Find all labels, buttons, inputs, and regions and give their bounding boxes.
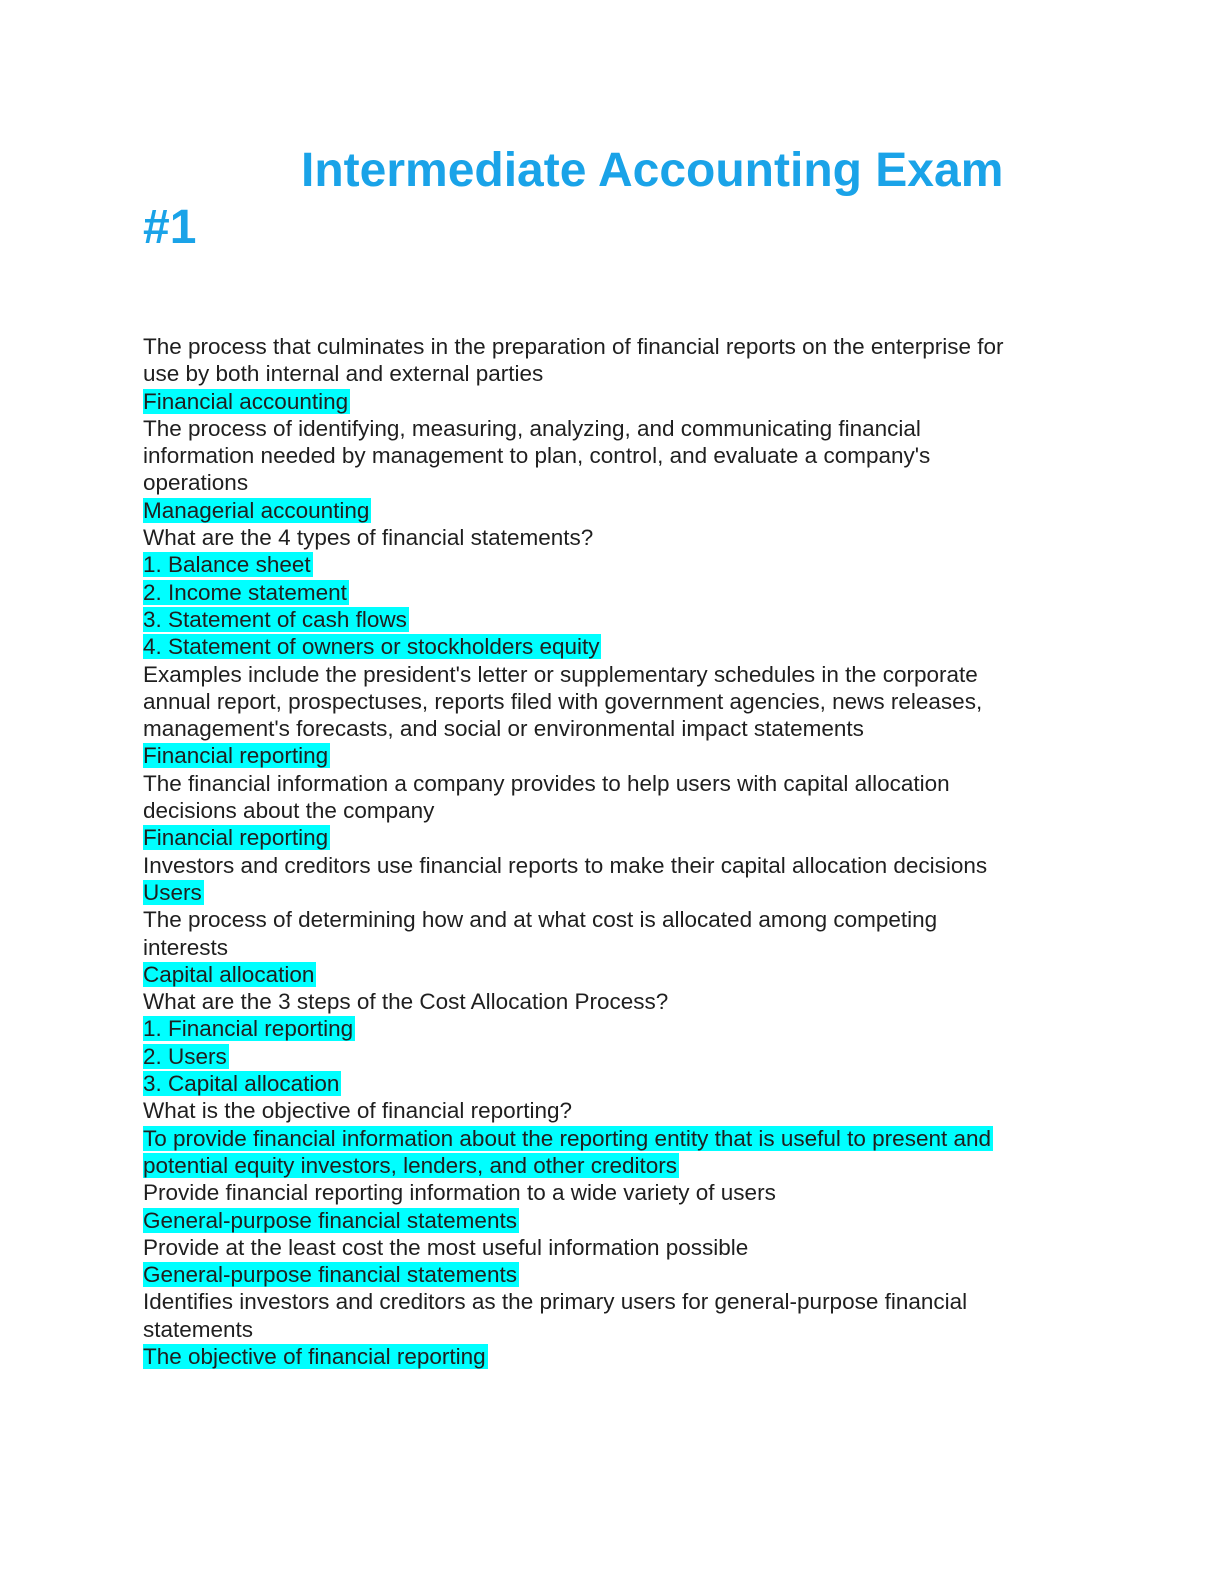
answer-line: [143, 606, 1073, 633]
highlighted-text: General-purpose financial statements: [143, 1207, 517, 1233]
highlighted-text: 2. Users: [143, 1043, 227, 1069]
highlighted-text: Financial reporting: [143, 825, 329, 851]
answer-line: [143, 579, 1073, 606]
line-text: Provide at the least cost the most useful information possible: [143, 1234, 749, 1260]
question-line: [143, 770, 1073, 797]
answer-line: [143, 1070, 1073, 1097]
answer-line: [143, 1152, 1073, 1179]
line-text: statements: [143, 1316, 254, 1342]
question-line: [143, 1097, 1073, 1124]
question-line: [143, 333, 1073, 360]
highlighted-text: 1. Balance sheet: [143, 552, 311, 578]
line-text: Investors and creditors use financial reports to make their capital allocation decisions: [143, 852, 988, 878]
highlighted-text: Financial reporting: [143, 743, 329, 769]
page-title: [143, 142, 1043, 256]
answer-line: [143, 497, 1073, 524]
question-line: [143, 1179, 1073, 1206]
highlighted-text: Users: [143, 879, 202, 905]
highlighted-text: 2. Income statement: [143, 579, 347, 605]
line-text: Examples include the president's letter or supplementary schedules in the corporate: [143, 661, 978, 687]
question-line: [143, 688, 1073, 715]
highlighted-text: Financial accounting: [143, 388, 349, 414]
line-text: operations: [143, 470, 249, 496]
flashcard-content: [143, 333, 1073, 1370]
answer-line: [143, 824, 1073, 851]
line-text: The process of determining how and at what cost is allocated among competing: [143, 907, 938, 933]
answer-line: [143, 879, 1073, 906]
question-line: [143, 442, 1073, 469]
highlighted-text: Capital allocation: [143, 961, 315, 987]
line-text: use by both internal and external parties: [143, 361, 544, 387]
question-line: [143, 906, 1073, 933]
question-line: [143, 524, 1073, 551]
answer-line: [143, 1015, 1073, 1042]
answer-line: [143, 961, 1073, 988]
line-text: The financial information a company provides to help users with capital allocation: [143, 770, 950, 796]
answer-line: [143, 1207, 1073, 1234]
title-line-1: Intermediate Accounting Exam: [301, 144, 1004, 197]
line-text: The process that culminates in the preparation of financial reports on the enterprise for: [143, 334, 1004, 359]
highlighted-text: 3. Statement of cash flows: [143, 606, 407, 632]
question-line: [143, 469, 1073, 496]
answer-line: [143, 1125, 1073, 1152]
line-text: Provide financial reporting information to a wide variety of users: [143, 1180, 776, 1206]
line-text: decisions about the company: [143, 798, 435, 824]
answer-line: [143, 1043, 1073, 1070]
question-line: [143, 852, 1073, 879]
highlighted-text: potential equity investors, lenders, and other creditors: [143, 1152, 678, 1178]
question-line: [143, 715, 1073, 742]
answer-line: [143, 388, 1073, 415]
answer-line: [143, 551, 1073, 578]
line-text: interests: [143, 934, 229, 960]
highlighted-text: 4. Statement of owners or stockholders equity: [143, 634, 600, 660]
answer-line: [143, 1261, 1073, 1288]
highlighted-text: 1. Financial reporting: [143, 1016, 354, 1042]
question-line: [143, 1234, 1073, 1261]
line-text: management's forecasts, and social or environmental impact statements: [143, 716, 864, 742]
line-text: What are the 3 steps of the Cost Allocation Process?: [143, 989, 669, 1015]
question-line: [143, 797, 1073, 824]
line-text: information needed by management to plan, control, and evaluate a company's: [143, 443, 931, 469]
line-text: What are the 4 types of financial statements?: [143, 525, 594, 551]
question-line: [143, 661, 1073, 688]
question-line: [143, 988, 1073, 1015]
highlighted-text: The objective of financial reporting: [143, 1343, 486, 1369]
title-line-2: #1: [143, 201, 197, 254]
answer-line: [143, 1343, 1073, 1370]
highlighted-text: To provide financial information about the reporting entity that is useful to present and: [143, 1125, 992, 1151]
question-line: [143, 415, 1073, 442]
answer-line: [143, 742, 1073, 769]
line-text: annual report, prospectuses, reports filed with government agencies, news releases,: [143, 688, 983, 714]
highlighted-text: Managerial accounting: [143, 497, 370, 523]
answer-line: [143, 633, 1073, 660]
line-text: Identifies investors and creditors as the primary users for general-purpose financial: [143, 1289, 968, 1315]
line-text: The process of identifying, measuring, analyzing, and communicating financial: [143, 415, 921, 441]
question-line: [143, 360, 1073, 387]
question-line: [143, 1316, 1073, 1343]
line-text: What is the objective of financial reporting?: [143, 1098, 572, 1124]
question-line: [143, 1288, 1073, 1315]
question-line: [143, 934, 1073, 961]
highlighted-text: 3. Capital allocation: [143, 1071, 340, 1097]
highlighted-text: General-purpose financial statements: [143, 1262, 517, 1288]
